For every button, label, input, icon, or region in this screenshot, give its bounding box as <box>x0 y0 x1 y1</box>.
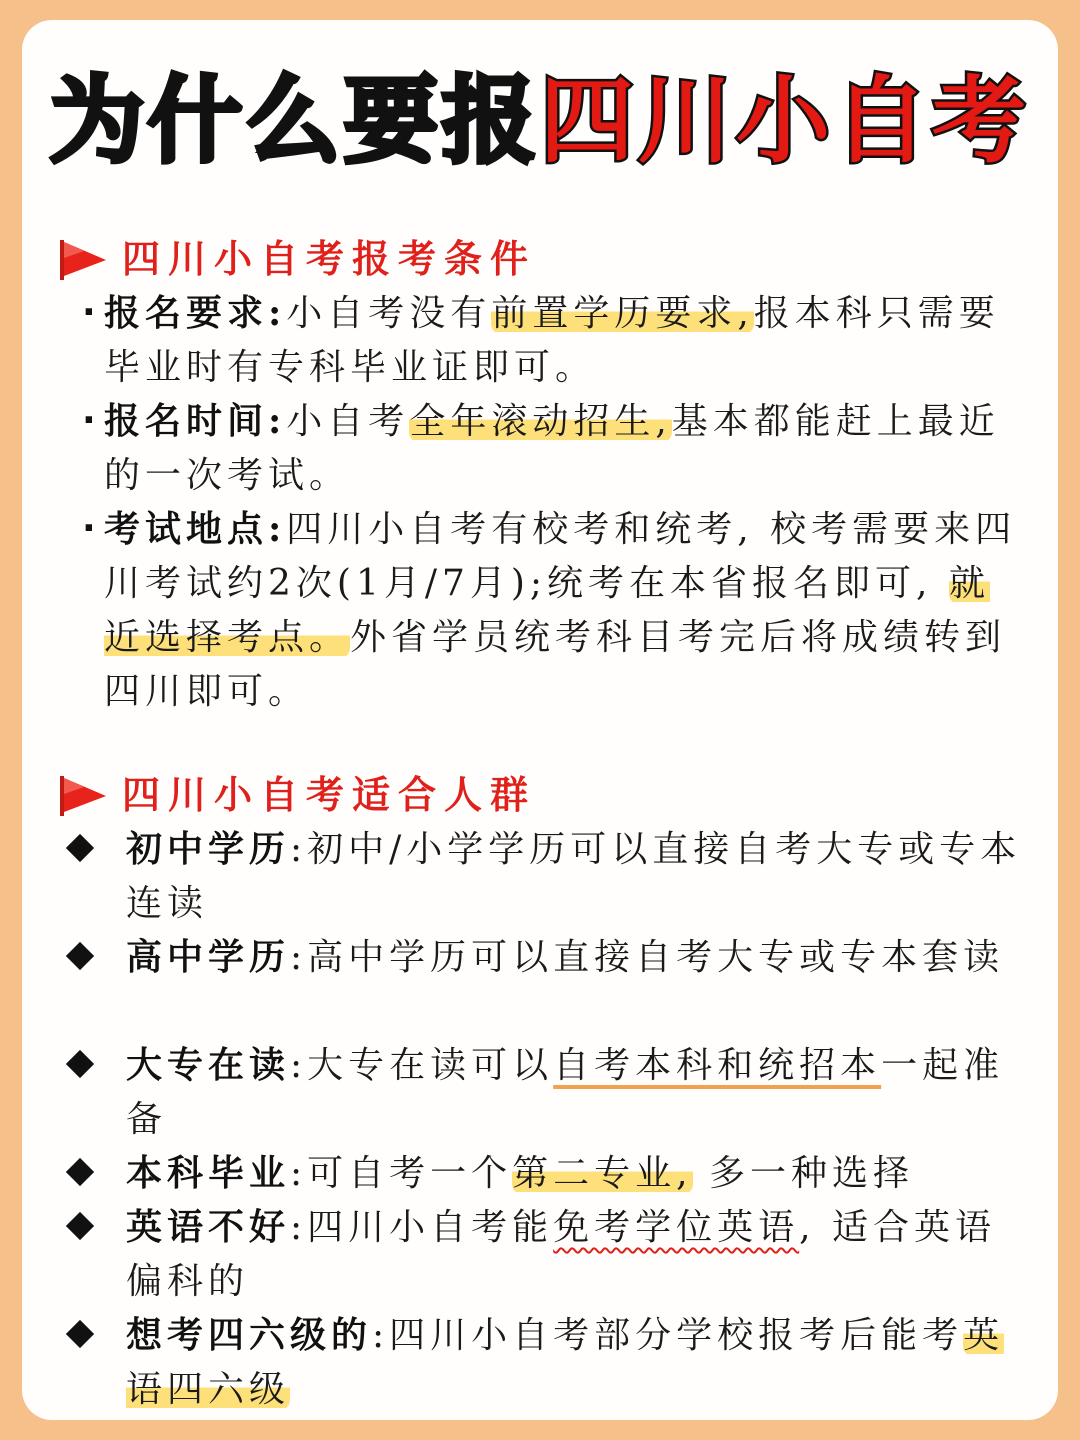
highlight: 前置学历要求, <box>491 293 754 334</box>
item-text: 四川小自考有校考和统考, 校考需要来四川考试约2次(1月/7月);统考在本省报名即可, <box>104 509 1017 604</box>
highlight: 英语四六级 <box>126 1315 1005 1410</box>
item-text: :高中学历可以直接自考大专或专本套读 <box>290 937 1005 978</box>
red-flag-icon <box>56 236 108 282</box>
item-label: 本科毕业 <box>126 1152 291 1194</box>
item-text: 外省学员统考科目考完后将成绩转到四川即可。 <box>104 617 1007 712</box>
bullet-dot: · <box>82 292 96 333</box>
title-part-black: 为什么要报 <box>49 67 540 176</box>
item-text: :四川小自考部分学校报考后能考 <box>372 1315 964 1356</box>
underline-emphasis: 自考本科和统招本 <box>553 1045 882 1086</box>
item-label: 英语不好 <box>126 1206 291 1248</box>
item-text: 基本都能赶上最近的一次考试。 <box>104 401 1000 496</box>
item-text: 多一种选择 <box>692 1153 915 1194</box>
list-item-college <box>126 1038 1036 1147</box>
wavy-underline-emphasis: 免考学位英语 <box>553 1207 800 1248</box>
list-item-senior <box>126 930 1036 985</box>
item-text: , 适合英语偏科的 <box>126 1207 997 1302</box>
highlight: 就近选择考点。 <box>104 563 990 658</box>
item-text: 小自考 <box>286 401 410 442</box>
item-text: :初中/小学学历可以直接自考大专或专本连读 <box>126 829 1022 924</box>
section-title: 四川小自考适合人群 <box>122 772 537 817</box>
list-item-location <box>104 502 1024 719</box>
section-heading-audience <box>56 770 536 820</box>
item-label: 初中学历 <box>126 828 291 870</box>
item-text: 报本科只需要毕业时有专科毕业证即可。 <box>104 293 1000 388</box>
list-item-cet <box>126 1308 1036 1417</box>
item-text: 小自考没有 <box>286 293 492 334</box>
item-text: :四川小自考能 <box>290 1207 554 1248</box>
section-heading-conditions <box>56 234 536 284</box>
list-item-time <box>104 394 1024 503</box>
list-item-english <box>126 1200 1036 1309</box>
highlight: 第二专业, <box>512 1153 693 1194</box>
item-label: 考试地点: <box>104 508 287 550</box>
item-label: 报名要求: <box>104 292 287 334</box>
item-label: 报名时间: <box>104 400 287 442</box>
list-item-bachelor <box>126 1146 1036 1201</box>
list-item-requirement <box>104 286 1024 395</box>
highlight: 全年滚动招生, <box>409 401 672 442</box>
item-text: 一起准备 <box>126 1045 1005 1140</box>
title-part-red: 四川小自考 <box>540 67 1031 176</box>
list-item-junior <box>126 822 1026 931</box>
bullet-dot: · <box>82 508 96 549</box>
section-title: 四川小自考报考条件 <box>122 236 537 281</box>
bullet-dot: · <box>82 400 96 441</box>
item-text: :大专在读可以 <box>290 1045 554 1086</box>
page-title <box>0 62 1080 182</box>
item-text: :可自考一个 <box>290 1153 513 1194</box>
red-flag-icon <box>56 772 108 818</box>
item-label: 想考四六级的 <box>126 1314 373 1356</box>
item-label: 大专在读 <box>126 1044 291 1086</box>
item-label: 高中学历 <box>126 936 291 978</box>
